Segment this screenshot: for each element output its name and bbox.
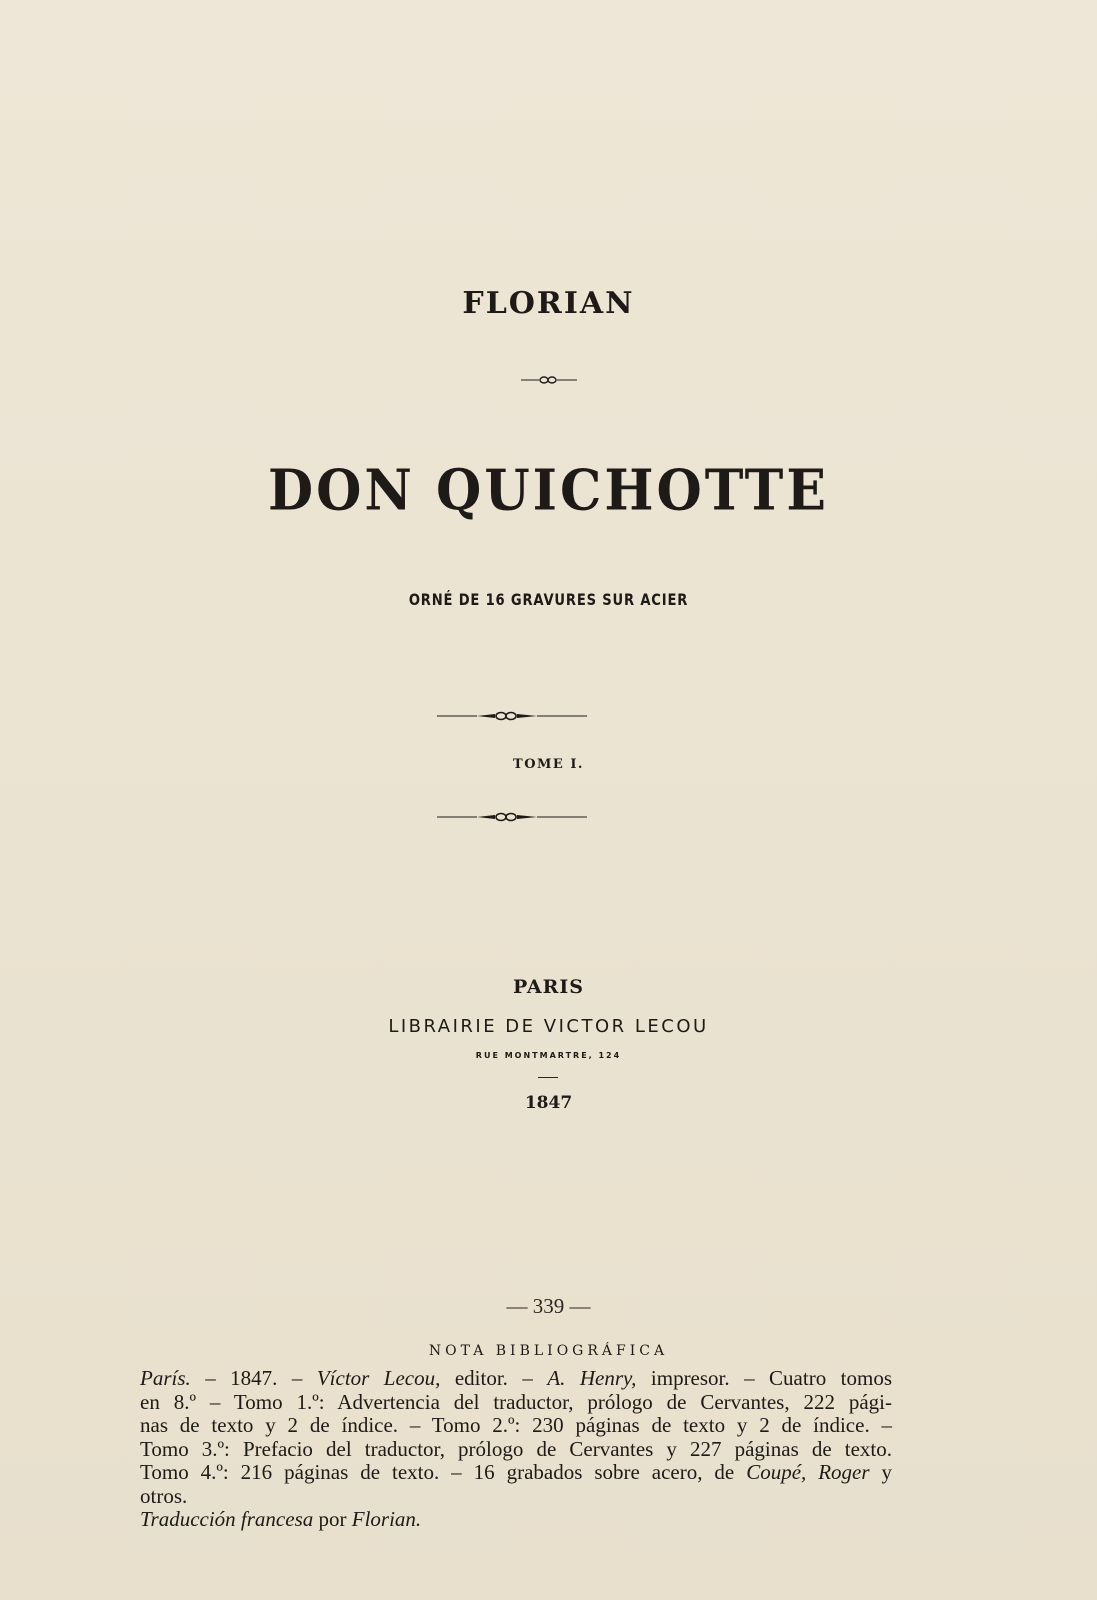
small-ornament	[0, 372, 1097, 392]
note-line	[140, 1508, 892, 1532]
note-text-run: por	[313, 1507, 352, 1531]
note-text-run: nas de texto y 2 de índice. – Tomo 2.º: 230 páginas de texto y 2 de índice. –	[140, 1413, 892, 1437]
ornamental-rule-bottom	[437, 811, 587, 823]
note-italic-run: Florian.	[351, 1507, 422, 1531]
note-text-run: impresor. – Cuatro tomos	[636, 1366, 893, 1390]
imprint-address: RUE MONTMARTRE, 124	[475, 1051, 622, 1060]
note-text-run: Tomo 4.º: 216 páginas de texto. – 16 grabados sobre acero, de	[140, 1460, 747, 1484]
note-italic-run: Traducción francesa	[140, 1507, 314, 1531]
note-heading: NOTA BIBLIOGRÁFICA	[428, 1343, 669, 1359]
author-name: FLORIAN	[462, 286, 635, 321]
note-text-run: editor. –	[440, 1366, 548, 1390]
note-line	[140, 1367, 892, 1391]
page-number: — 339 —	[506, 1294, 591, 1318]
note-text-run: – 1847. –	[190, 1366, 317, 1390]
note-italic-run: Coupé, Roger	[746, 1460, 870, 1484]
note-text-run: en 8.º – Tomo 1.º: Advertencia del traductor, prólogo de Cervantes, 222 pági-	[140, 1389, 892, 1414]
note-line	[140, 1391, 892, 1415]
short-divider	[538, 1077, 558, 1078]
book-title: DON QUICHOTTE	[268, 457, 829, 524]
note-italic-run: A. Henry,	[547, 1366, 637, 1390]
volume-label: TOME I.	[513, 757, 584, 772]
note-italic-run: París.	[140, 1366, 191, 1390]
note-line	[140, 1461, 892, 1485]
note-line	[140, 1485, 892, 1509]
note-text-run: y	[869, 1460, 893, 1484]
note-italic-run: Víctor Lecou,	[316, 1366, 441, 1390]
book-subtitle: ORNÉ DE 16 GRAVURES SUR ACIER	[408, 590, 689, 609]
note-line	[140, 1414, 892, 1438]
bibliographic-note	[140, 1367, 892, 1532]
ornamental-rule-top	[437, 710, 587, 722]
imprint-place: PARIS	[512, 976, 585, 998]
note-text-run: Tomo 3.º: Prefacio del traductor, prólogo de Cervantes y 227 páginas de texto.	[140, 1436, 892, 1461]
note-text-run: otros.	[140, 1483, 188, 1508]
imprint-publisher: LIBRAIRIE DE VICTOR LECOU	[388, 1016, 709, 1037]
imprint-year: 1847	[524, 1093, 573, 1113]
note-line	[140, 1438, 892, 1462]
